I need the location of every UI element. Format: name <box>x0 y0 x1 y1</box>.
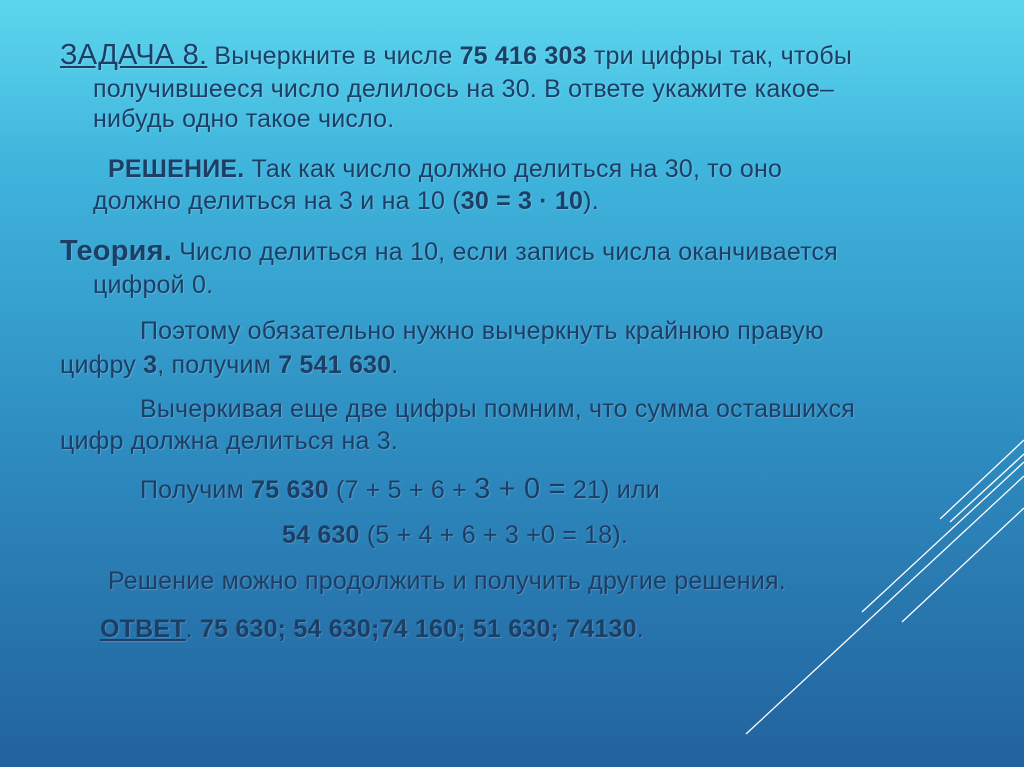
step1-text-b: , получим <box>157 351 279 379</box>
step3-sum-4: (5 + 4 + 6 + 3 +0 = 18). <box>359 521 629 549</box>
solution-label: РЕШЕНИЕ. <box>108 155 245 183</box>
solution-equation: 30 = 3 · 10 <box>460 187 584 215</box>
step1-text-c: . <box>391 351 399 379</box>
theory-label: Теория. <box>60 235 173 267</box>
answer-values: 75 630; 54 630;74 160; 51 630; 74130 <box>200 615 637 643</box>
step2-line-1: Вычеркивая еще две цифры помним, что сумма оставшихся <box>140 395 856 423</box>
note-line: Решение можно продолжить и получить другие решения. <box>108 567 786 595</box>
deco-line-3 <box>862 462 1024 612</box>
solution-text-1: Так как число должно делиться на 30, то оно <box>244 155 783 183</box>
step3-number-2: 54 630 <box>282 521 360 549</box>
answer-end: . <box>636 615 644 643</box>
task-text-1: Вычеркните в числе <box>207 42 460 70</box>
solution-line-1 <box>108 154 782 184</box>
task-line-2: получившееся число делилось на 30. В ответе укажите какое– <box>93 75 835 103</box>
theory-line-1 <box>60 236 838 267</box>
step3-sum-3: 21) или <box>565 476 660 504</box>
step1-digit: 3 <box>143 351 158 379</box>
answer-dot: . <box>185 615 201 643</box>
step1-line-2 <box>60 350 398 380</box>
answer-line <box>100 614 644 644</box>
task-text-2: три цифры так, чтобы <box>586 42 853 70</box>
step2-line-2: цифр должна делиться на 3. <box>60 427 398 455</box>
solution-text-3: ). <box>583 187 599 215</box>
deco-line-1 <box>940 440 1024 519</box>
step3-line-1 <box>140 474 660 505</box>
deco-line-2 <box>950 454 1024 522</box>
step3-line-2 <box>282 520 628 550</box>
deco-line-5 <box>746 476 1024 734</box>
step3-sum-2: 3 + 0 = <box>474 473 566 505</box>
theory-text-1: Число делиться на 10, если запись числа оканчивается <box>172 238 838 266</box>
step1-line-1: Поэтому обязательно нужно вычеркнуть крайнюю правую <box>140 317 824 345</box>
step3-number-1: 75 630 <box>251 476 329 504</box>
answer-label: ОТВЕТ <box>100 615 186 643</box>
step1-text-a: цифру <box>60 351 144 379</box>
task-line-1 <box>60 40 852 71</box>
task-number: 75 416 303 <box>459 42 587 70</box>
deco-line-4 <box>902 508 1024 622</box>
theory-line-2: цифрой 0. <box>93 271 214 299</box>
solution-text-2: должно делиться на 3 и на 10 ( <box>93 187 461 215</box>
task-label: ЗАДАЧА 8. <box>60 39 208 71</box>
task-line-3: нибудь одно такое число. <box>93 105 395 133</box>
step3-sum-1: (7 + 5 + 6 + <box>328 476 475 504</box>
solution-line-2 <box>93 186 599 216</box>
step1-result: 7 541 630 <box>278 351 392 379</box>
step3-text-1: Получим <box>140 476 252 504</box>
